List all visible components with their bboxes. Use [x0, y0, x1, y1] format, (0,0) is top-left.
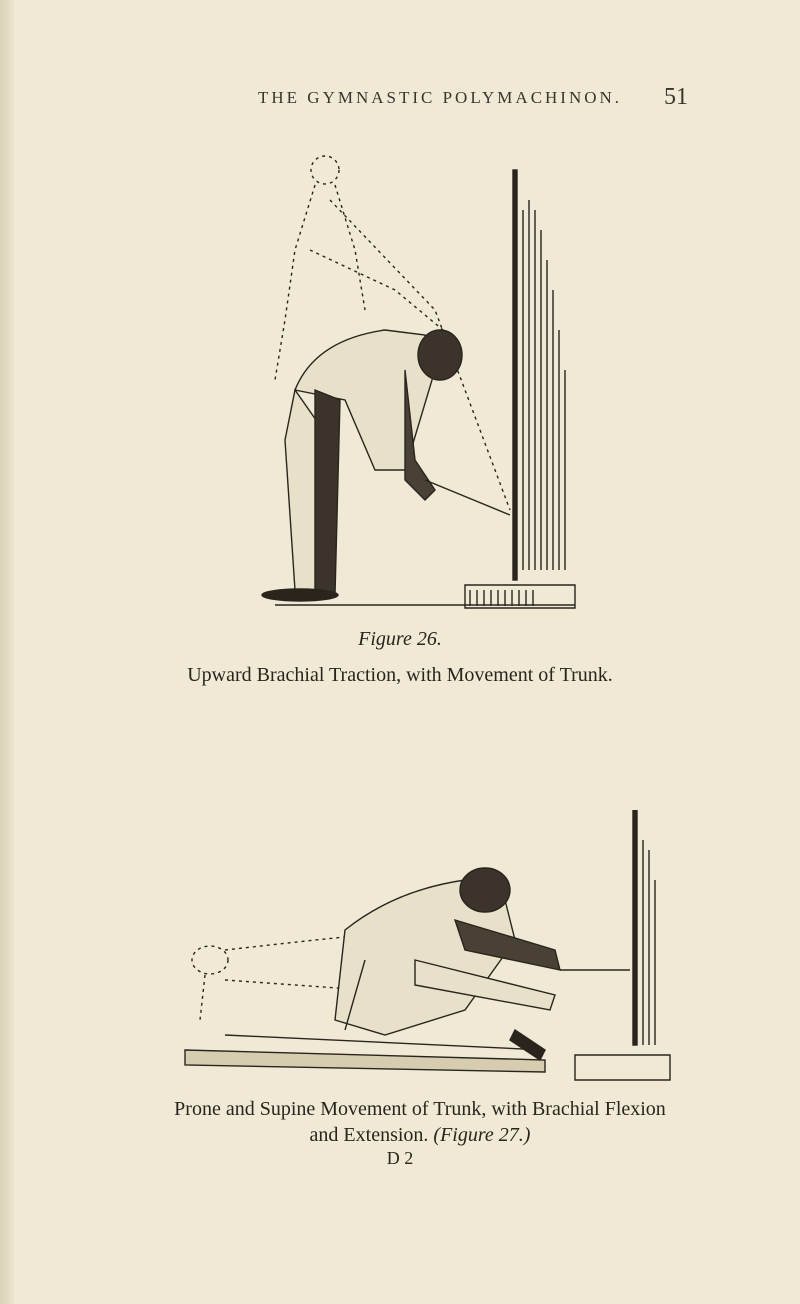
apparatus-column: [523, 200, 565, 570]
figure-27-caption: [100, 1096, 740, 1148]
page-number: 51: [664, 84, 688, 110]
base-hatching: [470, 590, 533, 606]
page-edge-shadow: [0, 0, 14, 1304]
apparatus-column: [643, 840, 655, 1045]
running-title: THE GYMNASTIC POLYMACHINON.: [258, 88, 623, 107]
gymnast-figure: [335, 868, 630, 1060]
apparatus-upright: [513, 170, 517, 580]
figure-27-illustration: [165, 810, 675, 1090]
bench-board: [185, 1050, 545, 1072]
figure-26-illustration: [255, 140, 585, 620]
figure-27-caption-line1: Prone and Supine Movement of Trunk, with Brachial Flexion: [174, 1098, 666, 1120]
figure-26-label: Figure 26.: [358, 628, 442, 650]
running-head: [0, 84, 800, 114]
apparatus-upright: [633, 810, 637, 1045]
signature-mark: D 2: [386, 1148, 414, 1168]
apparatus-base: [575, 1055, 670, 1080]
figure-27-caption-line2: [100, 1122, 740, 1148]
figure-26-caption: Upward Brachial Traction, with Movement of Trunk.: [187, 664, 613, 686]
figure-27-caption-text: and Extension.: [309, 1124, 429, 1146]
gymnast-figure: [262, 330, 510, 601]
figure-27-ref: (Figure 27.): [433, 1124, 531, 1146]
